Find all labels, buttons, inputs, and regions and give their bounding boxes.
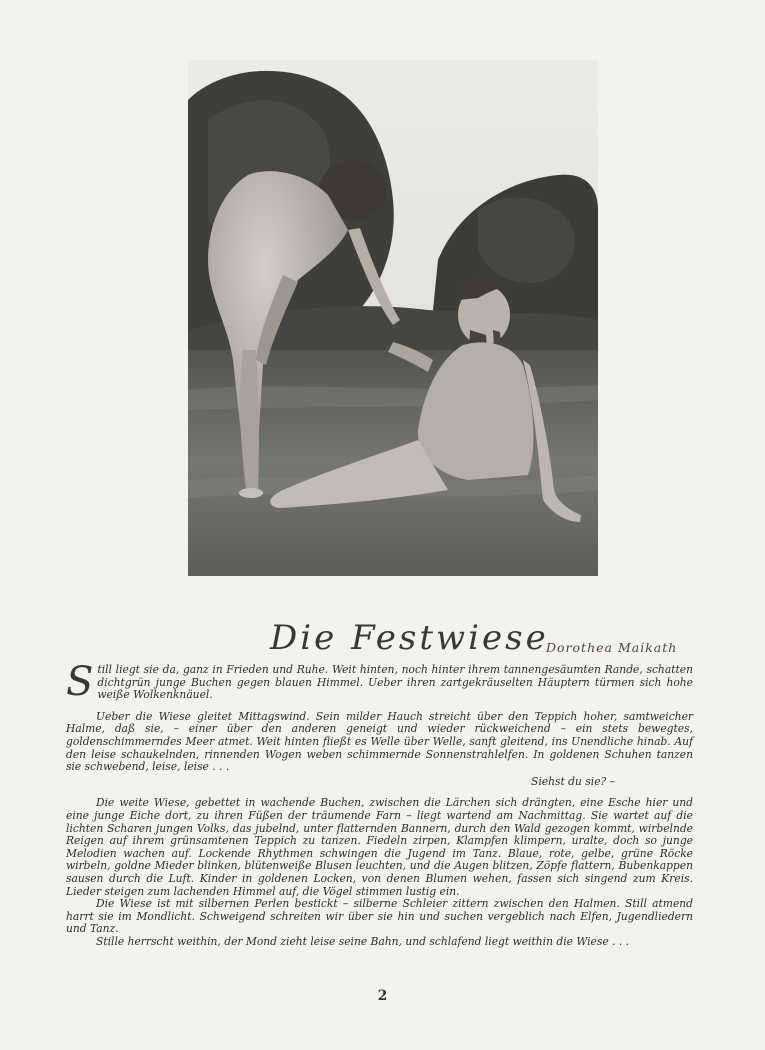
photo-illustration <box>188 60 598 576</box>
drop-cap: S <box>66 659 94 705</box>
paragraph-6: Stille herrscht weithin, der Mond zieht leise seine Bahn, und schlafend liegt weithin die Wiese . . . <box>96 934 630 948</box>
paragraph-1-text: till liegt sie da, ganz in Frieden und Ruhe. Weit hinten, noch hinter ihrem tannengesäumten Rande, schatten dichtgrün junge Buchen gegen blauen Himmel. Ueber ihren zartgekräuselten Häuptern türmen sich hohe weiße Wolkenknäuel. <box>97 663 693 702</box>
paragraph-2: Ueber die Wiese gleitet Mittagswind. Sein milder Hauch streicht über den Teppich hoher, samtweicher Halme, daß sie, – einer über den anderen geneigt und wieder rückweichend – ein stets bewegtes, goldenschimmerndes Meer atmet. Weit hinten fließt es Welle über Welle, sanft gleitend, ins Unendliche hinab. Auf den leise schaukelnden, rinnenden Wogen weben schimmernde Sonnenstrahlelfen. In goldenen Schuhen tanzen sie schwebend, leise, leise . . . <box>66 709 693 774</box>
paragraph-5: Die Wiese ist mit silbernen Perlen bestickt – silberne Schleier zittern zwischen den Halmen. Still atmend harrt sie im Mondlicht. Schweigend schreiten wir über sie hin und suchen vergeblich nach Elfen, Jugendliedern und Tanz. <box>66 897 693 936</box>
author-name: Dorothea Maikath <box>546 640 678 655</box>
article-body <box>66 659 693 948</box>
photograph <box>188 60 598 576</box>
page-number: 2 <box>377 988 388 1004</box>
paragraph-1 <box>66 659 693 705</box>
paragraph-4: Die weite Wiese, gebettet in wachende Buchen, zwischen die Lärchen sich drängten, eine Esche hier und eine junge Eiche dort, zu ihren Füßen der träumende Farn – liegt wartend am Nachmittag. Sie wartet auf die lichten Scharen jungen Volks, das jubelnd, unter flatternden Bannern, durch den Wald gezogen kommt, wirbelnde Reigen auf ihrem grünsamtenen Teppich zu tanzen. Fiedeln zirpen, Klampfen klimpern, uralte, doch so junge Melodien wachen auf. Lockende Rhythmen schwingen die Jugend im Tanz. Blaue, rote, gelbe, grüne Röcke wirbeln, goldne Mieder blinken, blütenweiße Blusen leuchten, und die Augen blitzen, Zöpfe flattern, Bubenkappen sausen durch die Luft. Kinder in goldenen Locken, von denen Blumen wehen, fassen sich singend zum Kreis. Lieder steigen zum lachenden Himmel auf, die Vögel stimmen lustig ein. <box>66 796 693 898</box>
paragraph-question: Siehst du sie? – <box>531 774 615 788</box>
article-title: Die Festwiese <box>270 618 549 658</box>
